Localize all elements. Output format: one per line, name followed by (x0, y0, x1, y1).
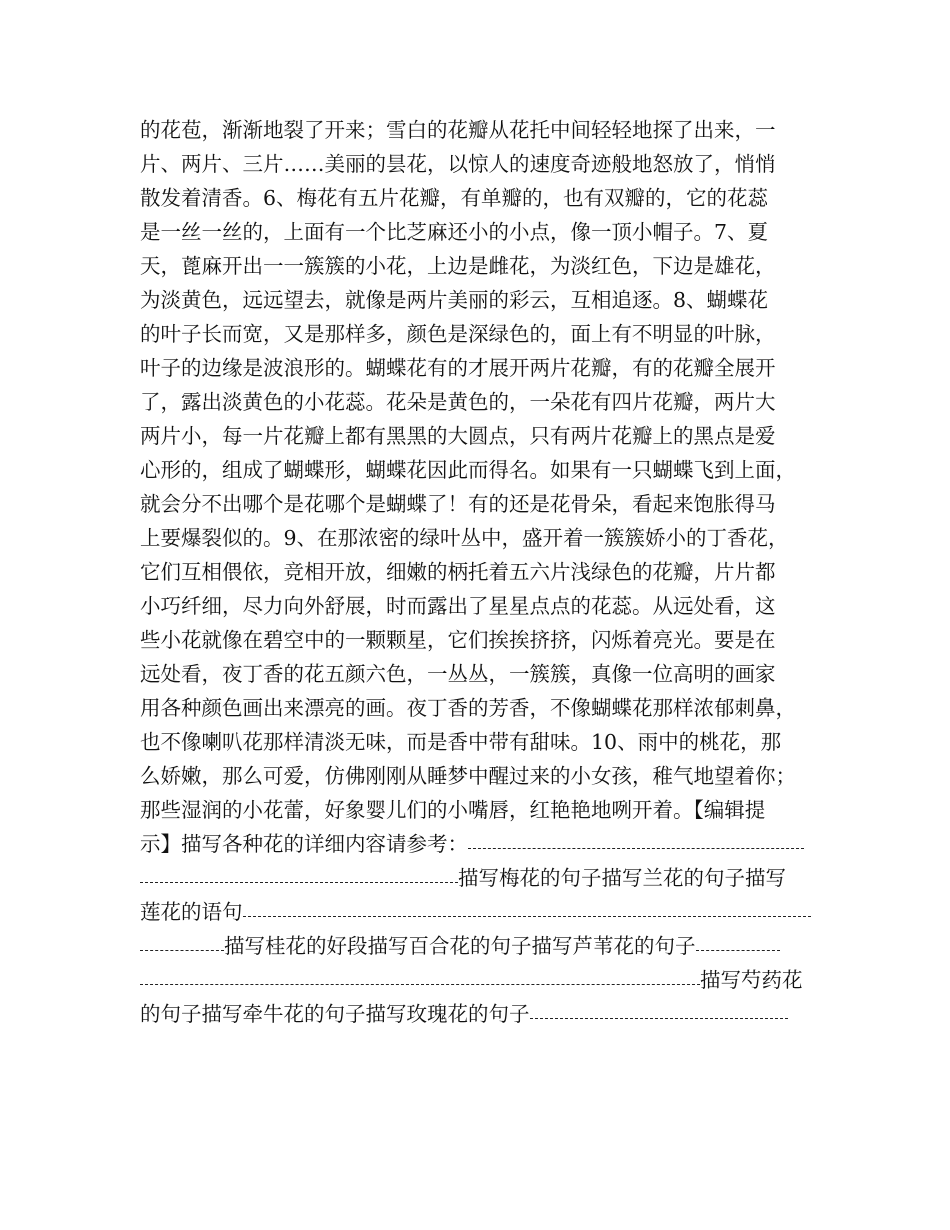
reference-line (140, 861, 820, 895)
reference-link[interactable]: 描写桂花的好段描写百合花的句子描写芦苇花的句子 (224, 934, 696, 958)
paragraph-line: 的叶子长而宽，又是那样多，颜色是深绿色的，面上有不明显的叶脉， (140, 322, 776, 346)
paragraph-line: 天，蓖麻开出一一簇簇的小花，上边是雌花，为淡红色，下边是雄花， (140, 254, 776, 278)
paragraph-line: 了，露出淡黄色的小花蕊。花朵是黄色的，一朵花有四片花瓣，两片大 (140, 390, 776, 414)
dashed-leader (243, 916, 811, 917)
dashed-leader (140, 950, 224, 951)
paragraph-line: 小巧纤细，尽力向外舒展，时而露出了星星点点的花蕊。从远处看，这 (140, 594, 776, 618)
paragraph-line: 远处看，夜丁香的花五颜六色，一丛丛，一簇簇，真像一位高明的画家 (140, 662, 776, 686)
reference-link[interactable]: 描写芍药花 (700, 968, 803, 992)
paragraph-line: 心形的，组成了蝴蝶形，蝴蝶花因此而得名。如果有一只蝴蝶飞到上面， (140, 458, 796, 482)
paragraph-line: 用各种颜色画出来漂亮的画。夜丁香的芳香，不像蝴蝶花那样浓郁刺鼻， (140, 696, 796, 720)
article-body (140, 113, 820, 1031)
paragraph-line: 些小花就像在碧空中的一颗颗星，它们挨挨挤挤，闪烁着亮光。要是在 (140, 628, 776, 652)
paragraph-line: 么娇嫩，那么可爱，仿佛刚刚从睡梦中醒过来的小女孩，稚气地望着你； (140, 764, 796, 788)
reference-line (140, 997, 820, 1031)
dashed-leader (468, 848, 804, 849)
paragraph-line: 的花苞，渐渐地裂了开来；雪白的花瓣从花托中间轻轻地探了出来，一 (140, 118, 776, 142)
reference-line (140, 895, 820, 929)
reference-line (140, 963, 820, 997)
dashed-leader (696, 950, 780, 951)
dashed-leader (530, 1018, 788, 1019)
paragraph-line: 它们互相偎依，竞相开放，细嫩的柄托着五六片浅绿色的花瓣，片片都 (140, 560, 776, 584)
paragraph-line: 也不像喇叭花那样清淡无味，而是香中带有甜味。10、雨中的桃花，那 (140, 730, 782, 754)
reference-line (140, 827, 820, 861)
paragraph-line: 两片小，每一片花瓣上都有黑黑的大圆点，只有两片花瓣上的黑点是爱 (140, 424, 776, 448)
dashed-leader (140, 984, 700, 985)
paragraph-line: 叶子的边缘是波浪形的。蝴蝶花有的才展开两片花瓣，有的花瓣全展开 (140, 356, 776, 380)
paragraph-line: 为淡黄色，远远望去，就像是两片美丽的彩云，互相追逐。8、蝴蝶花 (140, 288, 769, 312)
paragraph-line: 就会分不出哪个是花哪个是蝴蝶了！有的还是花骨朵，看起来饱胀得马 (140, 492, 776, 516)
paragraph-line: 那些湿润的小花蕾，好象婴儿们的小嘴唇，红艳艳地咧开着。【编辑提 (140, 798, 766, 822)
paragraph-line: 上要爆裂似的。9、在那浓密的绿叶丛中，盛开着一簇簇娇小的丁香花， (140, 526, 789, 550)
reference-link[interactable]: 描写梅花的句子描写兰花的句子描写 (458, 866, 786, 890)
reference-link[interactable]: 的句子描写牵牛花的句子描写玫瑰花的句子 (140, 1002, 530, 1026)
reference-intro-text: 示】描写各种花的详细内容请参考： (140, 832, 468, 856)
reference-link[interactable]: 莲花的语句 (140, 900, 243, 924)
paragraph-line: 片、两片、三片……美丽的昙花，以惊人的速度奇迹般地怒放了，悄悄 (140, 152, 776, 176)
paragraph-line: 散发着清香。6、梅花有五片花瓣，有单瓣的，也有双瓣的，它的花蕊 (140, 186, 769, 210)
reference-line (140, 929, 820, 963)
paragraph-line: 是一丝一丝的，上面有一个比芝麻还小的小点，像一顶小帽子。7、夏 (140, 220, 769, 244)
dashed-leader (140, 882, 458, 883)
